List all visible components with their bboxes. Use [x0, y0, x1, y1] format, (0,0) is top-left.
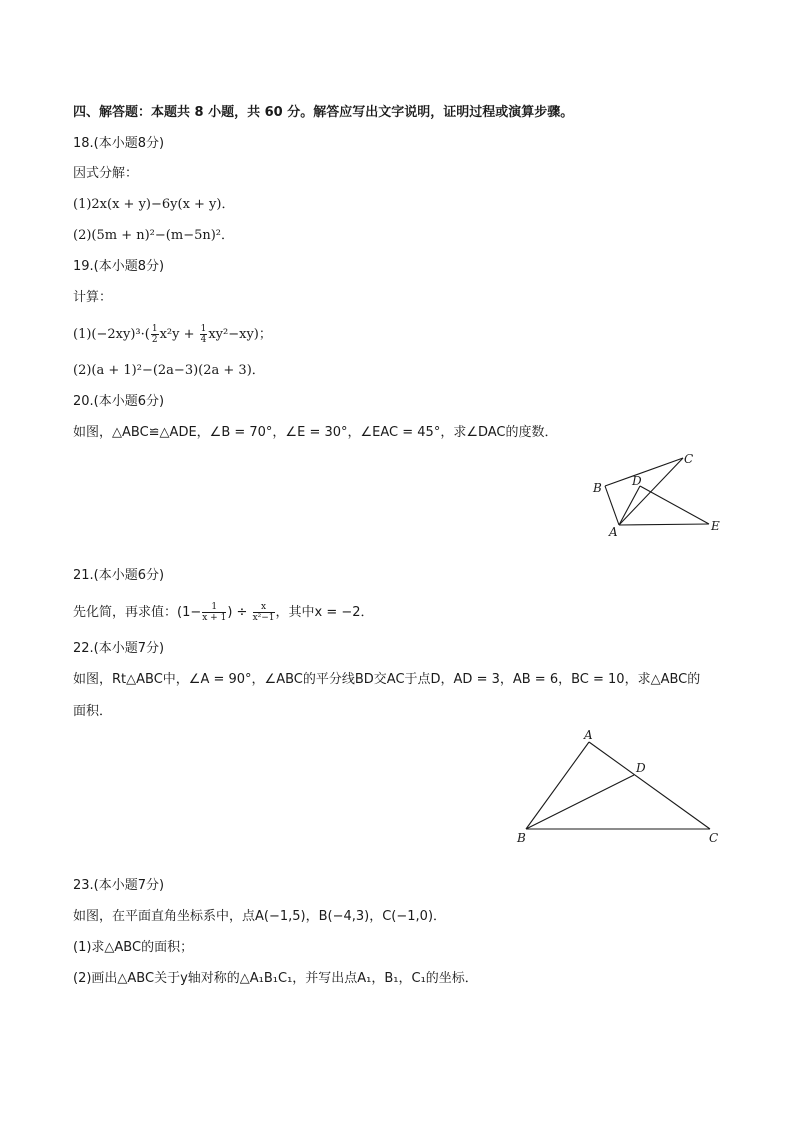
q19-part1-c: xy²−xy)； [208, 327, 272, 342]
q21-frac2-den: x²−1 [252, 613, 275, 623]
q20-edge-AE [619, 524, 709, 525]
q20-edge-BC [605, 458, 683, 486]
q20-label-C: C [684, 452, 694, 466]
q18-part2: (2)(5m + n)²−(m−5n)²． [73, 228, 235, 243]
q22-edge-BD [526, 775, 634, 829]
q18-intro: 因式分解： [73, 166, 139, 181]
q19-frac1-num: 1 [151, 324, 158, 334]
q21-text-a: 先化简，再求值：(1− [73, 605, 202, 620]
q19-frac2-num: 1 [200, 324, 207, 334]
q18-part1: (1)2x(x + y)−6y(x + y)． [73, 197, 235, 212]
q19-part1-a: (1)(−2xy)³·( [73, 327, 150, 342]
q19-frac2-den: 4 [200, 335, 207, 345]
q22-label-B: B [517, 831, 526, 845]
section-header: 四、解答题：本题共 8 小题，共 60 分。解答应写出文字说明，证明过程或演算步骤。 [73, 105, 574, 120]
q20-title: 20.(本小题6分) [73, 394, 165, 409]
q21-text [73, 602, 374, 623]
q19-title: 19.(本小题8分) [73, 259, 165, 274]
q22-edge-AC [589, 742, 710, 829]
q19-part1 [73, 324, 272, 345]
q20-figure [585, 448, 725, 540]
q22-text-line2: 面积． [73, 704, 113, 719]
q19-fraction-1 [151, 324, 159, 345]
q19-intro: 计算： [73, 290, 113, 305]
q19-fraction-2 [200, 324, 208, 345]
q22-text-line1: 如图，Rt△ABC中，∠A = 90°，∠ABC的平分线BD交AC于点D，AD = 3，AB = 6，BC = 10，求△ABC的 [73, 672, 701, 687]
q20-label-B: B [593, 481, 602, 495]
q23-part1: (1)求△ABC的面积； [73, 940, 194, 955]
q20-label-A: A [609, 525, 618, 539]
q19-frac1-den: 2 [151, 335, 158, 345]
q20-label-D: D [632, 474, 642, 488]
q20-text: 如图，△ABC≌△ADE，∠B = 70°，∠E = 30°，∠EAC = 45°，求∠DAC的度数． [73, 425, 558, 440]
q21-fraction-1 [202, 602, 226, 623]
q21-frac2-num: x [253, 602, 275, 613]
q19-part2: (2)(a + 1)²−(2a−3)(2a + 3)． [73, 363, 265, 378]
q21-frac1-den: x + 1 [202, 613, 227, 623]
q19-part1-b: x²y + [159, 327, 199, 342]
q20-label-E: E [711, 519, 720, 533]
q20-edge-AB [605, 486, 619, 525]
q21-title: 21.(本小题6分) [73, 568, 165, 583]
q22-title: 22.(本小题7分) [73, 641, 165, 656]
q21-fraction-2 [253, 602, 275, 623]
q22-label-C: C [709, 831, 719, 845]
q21-text-c: ，其中x = −2． [275, 605, 374, 620]
q20-edge-AD [619, 486, 640, 525]
q22-label-D: D [636, 761, 646, 775]
q20-edge-DE [640, 486, 709, 524]
q22-figure [512, 725, 724, 847]
q23-part2: (2)画出△ABC关于y轴对称的△A₁B₁C₁，并写出点A₁，B₁，C₁的坐标． [73, 971, 478, 986]
q22-edge-AB [526, 742, 589, 829]
q23-text: 如图，在平面直角坐标系中，点A(−1,5)，B(−4,3)，C(−1,0)． [73, 909, 447, 924]
q21-text-b: ) ÷ [227, 605, 252, 620]
q23-title: 23.(本小题7分) [73, 878, 165, 893]
q18-title: 18.(本小题8分) [73, 136, 165, 151]
q21-frac1-num: 1 [202, 602, 226, 613]
q22-label-A: A [584, 728, 593, 742]
